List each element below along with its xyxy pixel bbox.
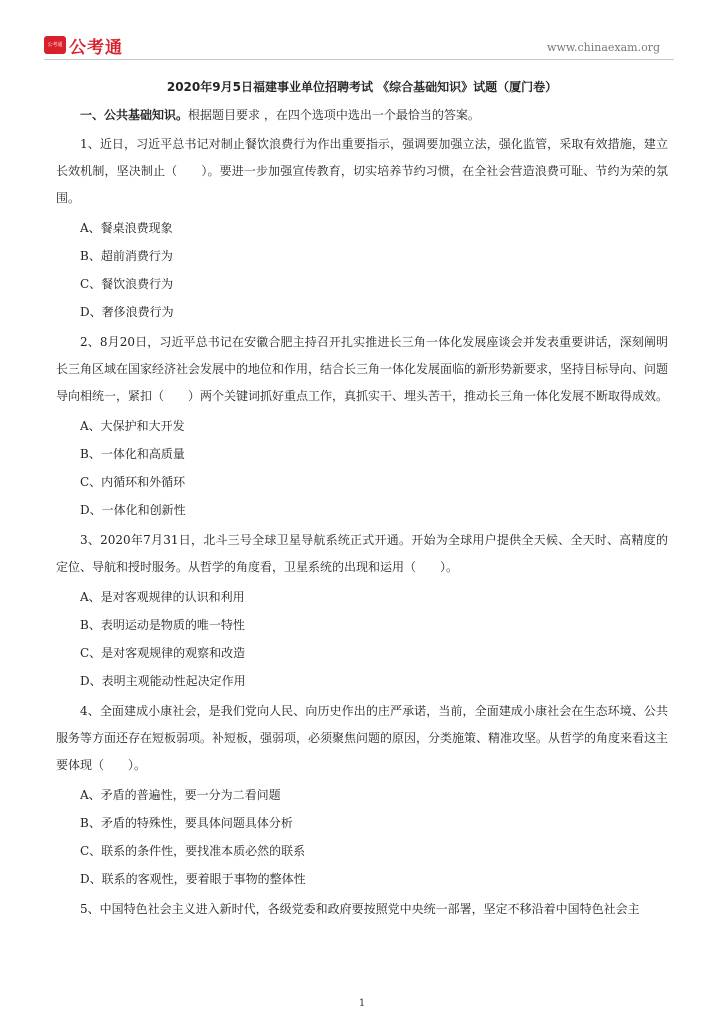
question-stem: 5、中国特色社会主义进入新时代，各级党委和政府要按照党中央统一部署，坚定不移沿着中国特色社会主 bbox=[80, 902, 640, 916]
option-a: A、是对客观规律的认识和利用 bbox=[80, 590, 245, 604]
option-b: B、一体化和高质量 bbox=[80, 447, 185, 461]
option-b: B、超前消费行为 bbox=[80, 249, 173, 263]
logo-badge: 公考通 bbox=[44, 36, 66, 54]
question-stem: 4、全面建成小康社会，是我们党向人民、向历史作出的庄严承诺，当前，全面建成小康社会在生态环境、公共服务等方面还存在短板弱项。补短板，强弱项，必须聚焦问题的原因，分类施策、精准攻坚。从哲学的角度来看这主要体现（ ）。 bbox=[56, 704, 669, 772]
option-c: C、是对客观规律的观察和改造 bbox=[80, 646, 246, 660]
section-heading-line bbox=[56, 104, 668, 126]
option-d: D、一体化和创新性 bbox=[80, 503, 186, 517]
option-c: C、联系的条件性，要找准本质必然的联系 bbox=[80, 844, 306, 858]
logo-text: 公考通 bbox=[69, 38, 123, 58]
option-b: B、表明运动是物质的唯一特性 bbox=[80, 618, 245, 632]
section-instruction: 根据题目要求 ，在四个选项中选出一个最恰当的答案。 bbox=[188, 108, 480, 122]
option-c: C、内循环和外循环 bbox=[80, 475, 186, 489]
option-a: A、大保护和大开发 bbox=[80, 419, 185, 433]
option-d: D、联系的客观性，要着眼于事物的整体性 bbox=[80, 872, 306, 886]
option-b: B、矛盾的特殊性，要具体问题具体分析 bbox=[80, 816, 293, 830]
document-title: 2020年9月5日福建事业单位招聘考试 《综合基础知识》试题（厦门卷） bbox=[166, 80, 558, 94]
option-d: D、表明主观能动性起决定作用 bbox=[80, 674, 246, 688]
question-4 bbox=[56, 698, 668, 890]
question-2 bbox=[56, 329, 668, 521]
page-header bbox=[44, 34, 674, 60]
document-body bbox=[56, 76, 668, 928]
question-stem: 2、8月20日，习近平总书记在安徽合肥主持召开扎实推进长三角一体化发展座谈会并发表重要讲话，深刻阐明长三角区域在国家经济社会发展中的地位和作用，结合长三角一体化发展面临的新形势新要求，坚持目标导向、问题导向相统一，紧扣（ ）两个关键词抓好重点工作，真抓实干、埋头苦干，推动长三角一体化发展不断取得成效。 bbox=[56, 335, 669, 403]
page-number: 1 bbox=[358, 998, 366, 1009]
site-url[interactable]: www.chinaexam.org bbox=[547, 41, 660, 54]
option-d: D、奢侈浪费行为 bbox=[80, 305, 174, 319]
question-stem: 1、近日，习近平总书记对制止餐饮浪费行为作出重要指示，强调要加强立法，强化监管，采取有效措施，建立长效机制，坚决制止（ ）。要进一步加强宣传教育，切实培养节约习惯，在全社会营造浪费可耻、节约为荣的氛围。 bbox=[56, 137, 668, 205]
option-c: C、餐饮浪费行为 bbox=[80, 277, 174, 291]
option-a: A、矛盾的普遍性，要一分为二看问题 bbox=[80, 788, 281, 802]
question-1 bbox=[56, 131, 668, 323]
section-heading: 一、公共基础知识。 bbox=[80, 108, 189, 122]
option-a: A、餐桌浪费现象 bbox=[80, 221, 173, 235]
question-5 bbox=[56, 896, 668, 923]
question-stem: 3、2020年7月31日，北斗三号全球卫星导航系统正式开通。开始为全球用户提供全天候、全天时、高精度的定位、导航和授时服务。从哲学的角度看，卫星系统的出现和运用（ ）。 bbox=[56, 533, 668, 574]
header-divider bbox=[44, 59, 674, 60]
question-3 bbox=[56, 527, 668, 692]
